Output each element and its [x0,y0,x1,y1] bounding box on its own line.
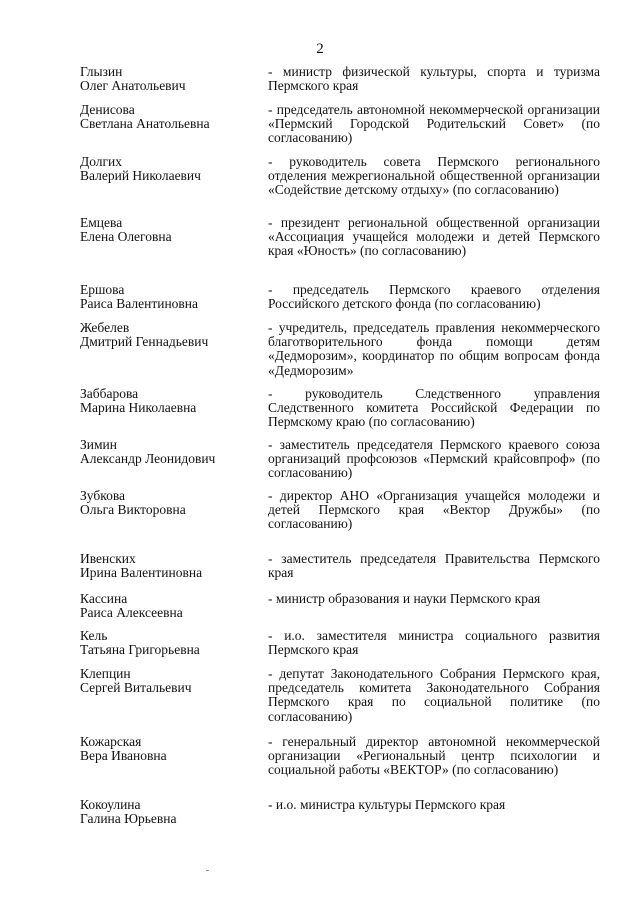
member-given-names: Татьяна Григорьевна [80,642,200,658]
member-given-names: Раиса Валентиновна [80,296,199,312]
member-name [80,321,260,349]
member-position: - министр образования и науки Пермского края [268,591,541,606]
member-surname: Емцева [80,215,123,230]
member-name [80,387,260,415]
member-name [80,798,260,826]
member-surname: Зубкова [80,488,126,503]
member-surname: Кассина [80,591,128,606]
member-given-names: Дмитрий Геннадьевич [80,334,209,350]
member-surname: Кокоулина [80,797,141,812]
member-position: - министр физической культуры, спорта и туризма Пермского края [268,64,600,94]
member-name [80,592,260,620]
member-name [80,667,260,695]
member-name [80,283,260,311]
member-position: - руководитель совета Пермского регионального отделения межрегиональной общественной организации «Содействие детскому отдыху» (по согласованию) [268,154,600,198]
member-surname: Долгих [80,154,123,169]
member-position: - депутат Законодательного Собрания Пермского края, председатель комитета Законодательного Собрания Пермского края по социальной политике (по согласованию) [268,666,600,724]
member-name [80,489,260,517]
member-position: - заместитель председателя Пермского краевого союза организаций профсоюзов «Пермский крайсовпроф» (по согласованию) [268,437,600,481]
member-surname: Зимин [80,437,117,452]
member-position: - председатель Пермского краевого отделения Российского детского фонда (по согласованию) [268,282,600,312]
member-position: - учредитель, председатель правления некоммерческого благотворительного фонда помощи детям «Дедморозим», координатор по общим вопросам фонда «Дедморозим» [268,320,600,378]
member-name [80,216,260,244]
member-position: - руководитель Следственного управления Следственного комитета Российской Федерации по Пермскому краю (по согласованию) [268,386,600,430]
member-name [80,103,260,131]
member-name [80,65,260,93]
member-given-names: Александр Леонидович [80,451,216,467]
member-name [80,735,260,763]
member-position: - директор АНО «Организация учащейся молодежи и детей Пермского края «Вектор Дружбы» (по согласованию) [268,488,600,532]
member-position: - заместитель председателя Правительства Пермского края [268,551,600,581]
member-position: - и.о. заместителя министра социального развития Пермского края [268,628,600,658]
member-position: - президент региональной общественной организации «Ассоциация учащейся молодежи и детей Пермского края «Юность» (по согласованию) [268,215,600,259]
member-surname: Ершова [80,282,125,297]
member-given-names: Раиса Алексеевна [80,605,183,621]
member-given-names: Валерий Николаевич [80,168,201,184]
member-surname: Глызин [80,64,123,79]
member-given-names: Олег Анатольевич [80,78,186,94]
member-given-names: Елена Олеговна [80,229,172,245]
member-given-names: Ольга Викторовна [80,502,186,518]
member-name [80,629,260,657]
member-surname: Жебелев [80,320,130,335]
member-position: - и.о. министра культуры Пермского края [268,797,506,812]
member-name [80,438,260,466]
page-number: 2 [316,41,324,57]
member-position: - генеральный директор автономной некоммерческой организации «Региональный центр психологии и социальной работы «ВЕКТОР» (по согласованию) [268,734,600,778]
member-name [80,155,260,183]
member-given-names: Вера Ивановна [80,748,167,764]
member-given-names: Сергей Витальевич [80,680,192,696]
member-surname: Клепцин [80,666,131,681]
member-given-names: Светлана Анатольевна [80,116,210,132]
member-surname: Заббарова [80,386,139,401]
member-surname: Кель [80,628,108,643]
scan-speck [206,870,209,871]
member-position: - председатель автономной некоммерческой организации «Пермский Городской Родительский Совет» (по согласованию) [268,102,600,146]
member-given-names: Галина Юрьевна [80,811,177,827]
member-surname: Денисова [80,102,135,117]
member-surname: Кожарская [80,734,142,749]
member-surname: Ивенских [80,551,136,566]
member-given-names: Ирина Валентиновна [80,565,203,581]
member-name [80,552,260,580]
member-given-names: Марина Николаевна [80,400,197,416]
